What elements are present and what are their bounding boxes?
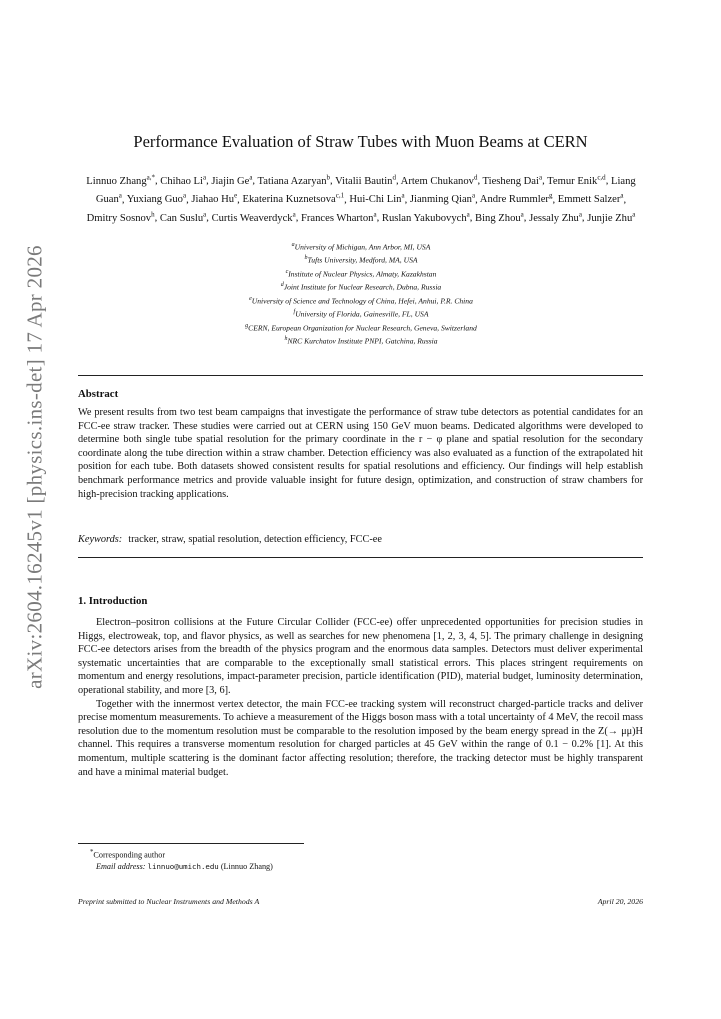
author-affiliation-mark: a <box>202 173 207 181</box>
author <box>159 210 207 224</box>
affiliation-key: a <box>291 242 295 248</box>
preprint-note: Preprint submitted to Nuclear Instruments and Methods A <box>78 897 260 906</box>
author-affiliation-mark: d <box>392 173 396 181</box>
affiliation-text: CERN, European Organization for Nuclear Research, Geneva, Switzerland <box>248 323 477 333</box>
author <box>126 191 187 206</box>
author-name: Jiahao Hu <box>191 194 235 206</box>
author-affiliation-mark: a <box>401 191 405 200</box>
author-name: Ekaterina Kuznetsova <box>242 194 336 206</box>
author-name: Dmitry Sosnov <box>86 213 152 224</box>
author-affiliation-mark: c,1 <box>335 191 345 200</box>
author-name: Curtis Weaverdyck <box>211 213 293 224</box>
email-address: linnuo@umich.edu <box>147 861 219 871</box>
author-name: Temur Enik <box>547 175 598 187</box>
author <box>479 191 553 206</box>
author-name: Hui-Chi Lin <box>349 194 402 206</box>
affiliation <box>80 280 642 293</box>
author-affiliation-mark: a <box>578 210 582 219</box>
affiliation-text: University of Science and Technology of China, Hefei, Anhui, P.R. China <box>251 296 473 306</box>
affiliation <box>80 240 642 253</box>
affiliation <box>80 334 642 347</box>
author-name: Ruslan Yakubovych <box>381 213 467 224</box>
abstract-top-rule <box>78 375 643 376</box>
author-name: Emmett Salzer <box>557 194 621 206</box>
author <box>400 173 478 187</box>
intro-paragraph: Together with the innermost vertex detector, the main FCC-ee tracking system will reconstruct charged-particle tracks and deliver precise momentum measurements. To achieve a measurement of the Higgs boson mass with a total uncertainty of 4 MeV, the recoil mass resolution due to the momentum resolution must be comparable to the resolution imposed by the beam energy spread in the Z(→ μμ)H channel. This requires a transverse momentum resolution for charged particles at 45 GeV within the range of 0.1 − 0.2% [1]. At this momentum, multiple scattering is the dominant factor affecting resolution; therefore, the tracking detector must be highly transparent and have a minimal material budget. <box>78 698 643 778</box>
author-name: Junjie Zhu <box>587 213 633 224</box>
author-name: Tatiana Azaryan <box>257 175 327 187</box>
affiliation-text: University of Michigan, Ann Arbor, MI, USA <box>294 242 431 252</box>
affiliation-key: h <box>284 336 288 343</box>
author <box>242 191 345 206</box>
author <box>211 173 253 187</box>
author <box>160 173 207 187</box>
email-owner: (Linnuo Zhang) <box>220 861 273 871</box>
affiliation <box>80 307 642 320</box>
footnote-label: Corresponding author <box>93 850 166 860</box>
author-name: Yuxiang Guo <box>126 194 183 206</box>
affiliation-key: g <box>245 322 249 329</box>
author <box>257 173 330 187</box>
author-name: Liang Guan <box>95 175 636 206</box>
footnote-rule <box>78 843 304 844</box>
affiliation-text: University of Florida, Gainesville, FL, USA <box>295 309 429 319</box>
author <box>211 210 296 224</box>
author <box>547 173 606 187</box>
affiliation-key: f <box>293 309 296 316</box>
author-name: Vitalii Bautin <box>335 175 393 187</box>
author-affiliation-mark: b <box>326 173 330 181</box>
introduction-body <box>78 616 643 779</box>
author-affiliation-mark: d <box>473 173 478 181</box>
author-affiliation-mark: g <box>548 191 553 200</box>
author-affiliation-mark: a <box>118 191 122 200</box>
keywords-label: Keywords: <box>78 534 123 545</box>
affiliation-key: c <box>285 268 289 275</box>
author-name: Artem Chukanov <box>400 175 474 187</box>
author-name: Jessaly Zhu <box>529 213 579 224</box>
author-list: Linnuo Zhang$^{a,*}$, Chihao Li$^a$, Jiajin Ge$^a$, Tatiana Azaryan$^b$, Vitalii Bautin$^d$, Artem Chukanov$^d$, Tiesheng Dai$^a$, Temur Enik$^{c,d}$, Liang Guan$^a$, Yuxiang Guo$^a$, Jiahao Hu$^e$, Ekaterina Kuznetsova$^{c,1}$, Hui-Chi Lin$^a$, Jianming Qian$^a$, Andre Rummler$^g$, Emmett Salzer$^a$, Dmitry Sosnov$^h$, Can Suslu$^a$, Curtis Weaverdyck$^a$, Frances Wharton$^a$, Ruslan Yakubovych$^a$, Bing Zhou$^a$, Jessaly Zhu$^a$, Junjie Zhu$^a$ <box>86 173 636 224</box>
author-affiliation-mark: h <box>151 210 155 219</box>
author-affiliation-mark: a <box>373 210 377 219</box>
author-affiliation-mark: a <box>471 191 476 200</box>
affiliation <box>80 253 642 266</box>
affiliation-key: d <box>280 282 284 289</box>
author-name: Tiesheng Dai <box>482 175 539 187</box>
author-name: Jiajin Ge <box>211 175 250 187</box>
author-affiliation-mark: a,* <box>146 173 155 181</box>
section-heading-introduction: 1. Introduction <box>78 595 148 607</box>
affiliation <box>80 267 642 280</box>
author-affiliation-mark: a <box>620 191 624 200</box>
footnote-mark: * <box>90 849 94 856</box>
author-affiliation-mark: a <box>249 173 253 181</box>
author-name: Jianming Qian <box>409 194 472 206</box>
abstract-heading: Abstract <box>78 388 119 400</box>
email-label: Email address: <box>96 861 146 871</box>
author <box>475 210 524 224</box>
abstract-text: We present results from two test beam campaigns that investigate the performance of straw tube detectors as potential candidates for an FCC-ee straw tracker. These studies were carried out at CERN using 150 GeV muon beams. Dedicated algorithms were developed to determine both single tube spatial resolution for the primary coordinate in the r − φ plane and spatial resolution for the secondary coordinate along the tube direction within a straw chamber. Detection efficiency was also evaluated as a function of the extrapolated hit position for each tube. Both datasets showed consistent results for spatial resolutions and efficiency. Our findings will help establish benchmark performance metrics and provide valuable insight for future design, optimization, and construction of straw chambers for high-precision tracking applications. <box>78 407 643 500</box>
author-affiliation-mark: c,d <box>597 173 606 181</box>
affiliation-key: e <box>249 295 252 302</box>
author <box>349 191 405 206</box>
author <box>86 173 155 187</box>
affiliation-text: Tufts University, Medford, MA, USA <box>307 255 418 265</box>
author-name: Frances Wharton <box>301 213 374 224</box>
paper-title: Performance Evaluation of Straw Tubes with Muon Beams at CERN <box>133 132 588 151</box>
author-name: Can Suslu <box>159 213 204 224</box>
keywords-text: tracker, straw, spatial resolution, detection efficiency, FCC-ee <box>128 534 382 545</box>
keywords <box>78 534 382 545</box>
author <box>335 173 396 187</box>
author <box>529 210 582 224</box>
author <box>587 210 636 224</box>
preprint-date: April 20, 2026 <box>597 897 643 906</box>
author-affiliation-mark: a <box>538 173 543 181</box>
author <box>191 191 238 206</box>
affiliation <box>80 294 642 307</box>
author <box>381 210 470 224</box>
author-affiliation-mark: a <box>182 191 187 200</box>
affiliation-text: Joint Institute for Nuclear Research, Dubna, Russia <box>283 282 442 292</box>
author-affiliation-mark: a <box>466 210 470 219</box>
arxiv-id: arXiv:2604.16245v1 [physics.ins-det] 17 Apr 2026 <box>22 245 47 689</box>
author <box>409 191 476 206</box>
footnote <box>80 847 273 872</box>
author-name: Linnuo Zhang <box>86 175 147 187</box>
author-name: Andre Rummler <box>479 194 549 206</box>
affiliation-text: Institute of Nuclear Physics, Almaty, Kazakhstan <box>288 269 437 279</box>
author <box>301 210 377 224</box>
arxiv-sidebar-stamp <box>22 245 48 689</box>
affiliation-list <box>80 240 642 348</box>
author <box>482 173 543 187</box>
abstract-bottom-rule <box>78 557 643 558</box>
affiliation-key: b <box>304 255 308 262</box>
author-affiliation-mark: e <box>234 191 238 200</box>
author-affiliation-mark: a <box>292 210 296 219</box>
affiliation <box>80 321 642 334</box>
author <box>86 210 155 224</box>
author-affiliation-mark: a <box>520 210 524 219</box>
intro-paragraph: Electron–positron collisions at the Future Circular Collider (FCC-ee) offer unprecedented opportunities for precision studies in Higgs, electroweak, top, and flavor physics, as well as searches for new phenomena [1, 2, 3, 4, 5]. The primary challenge in designing FCC-ee detectors arises from the breadth of the physics program and the enormous data samples. Detectors must deliver experimental systematic uncertainties that are comparable to the exceptionally small statistical errors. This places stringent requirements on momentum and energy resolutions, impact-parameter precision, particle identification (PID), material budget, luminosity determination, operational stability, and more [3, 6]. <box>78 617 643 696</box>
author-name: Chihao Li <box>160 175 203 187</box>
author-name: Bing Zhou <box>475 213 521 224</box>
author-affiliation-mark: a <box>203 210 207 219</box>
affiliation-text: NRC Kurchatov Institute PNPI, Gatchina, Russia <box>287 336 438 346</box>
author-affiliation-mark: a <box>632 210 636 219</box>
author <box>557 191 624 206</box>
